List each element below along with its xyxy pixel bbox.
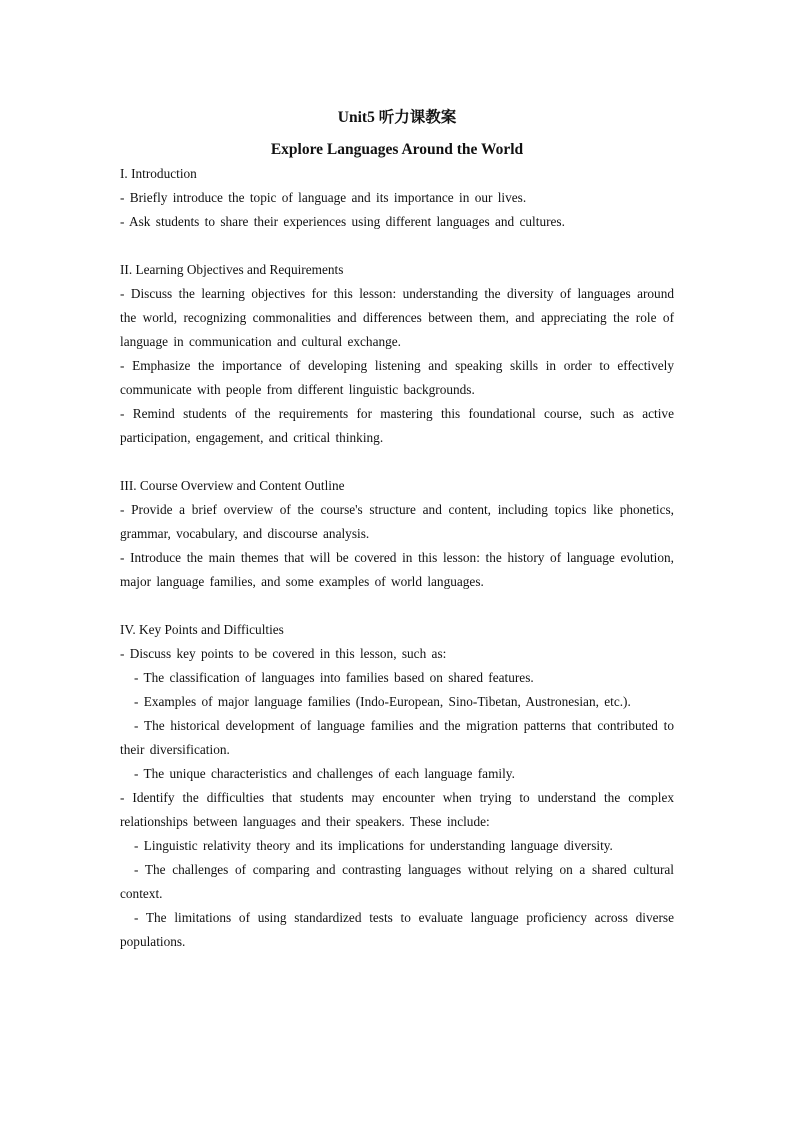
section-course-overview [120, 474, 674, 594]
paragraph: - Discuss the learning objectives for this lesson: understanding the diversity of languages around the world, recognizing commonalities and differences between them, and appreciating the role of language in communication and cultural exchange. [120, 286, 674, 349]
section-introduction [120, 162, 674, 234]
paragraph: - Provide a brief overview of the course's structure and content, including topics like phonetics, grammar, vocabulary, and discourse analysis. [120, 502, 674, 541]
paragraph: - Ask students to share their experiences using different languages and cultures. [120, 214, 565, 229]
paragraph: - Remind students of the requirements for mastering this foundational course, such as active participation, engagement, and critical thinking. [120, 406, 674, 445]
sub-item: - Examples of major language families (Indo-European, Sino-Tibetan, Austronesian, etc.). [134, 694, 631, 709]
section-heading: IV. Key Points and Difficulties [120, 622, 284, 637]
paragraph: - Introduce the main themes that will be covered in this lesson: the history of language evolution, major language families, and some examples of world languages. [120, 550, 674, 589]
paragraph: - Discuss key points to be covered in this lesson, such as: [120, 646, 447, 661]
document-body [120, 106, 674, 954]
paragraph: - Emphasize the importance of developing listening and speaking skills in order to effectively communicate with people from different linguistic backgrounds. [120, 358, 674, 397]
document-subtitle: Explore Languages Around the World [270, 141, 524, 158]
paragraph: - Identify the difficulties that students may encounter when trying to understand the complex relationships between languages and their speakers. These include: [120, 790, 674, 829]
sub-item: - Linguistic relativity theory and its implications for understanding language diversity. [134, 838, 613, 853]
sub-item: - The unique characteristics and challenges of each language family. [134, 766, 515, 781]
paragraph: - Briefly introduce the topic of language and its importance in our lives. [120, 190, 527, 205]
sub-item: - The classification of languages into families based on shared features. [134, 670, 534, 685]
section-heading: I. Introduction [120, 166, 197, 181]
section-key-points [120, 618, 674, 954]
sub-item: - The historical development of language families and the migration patterns that contributed to their diversification. [120, 718, 674, 757]
section-heading: II. Learning Objectives and Requirements [120, 262, 344, 277]
sub-item: - The challenges of comparing and contrasting languages without relying on a shared cultural context. [120, 862, 674, 901]
document-title: Unit5 听力课教案 [337, 109, 457, 126]
section-heading: III. Course Overview and Content Outline [120, 478, 345, 493]
section-objectives [120, 258, 674, 450]
sub-item: - The limitations of using standardized tests to evaluate language proficiency across diverse populations. [120, 910, 674, 949]
